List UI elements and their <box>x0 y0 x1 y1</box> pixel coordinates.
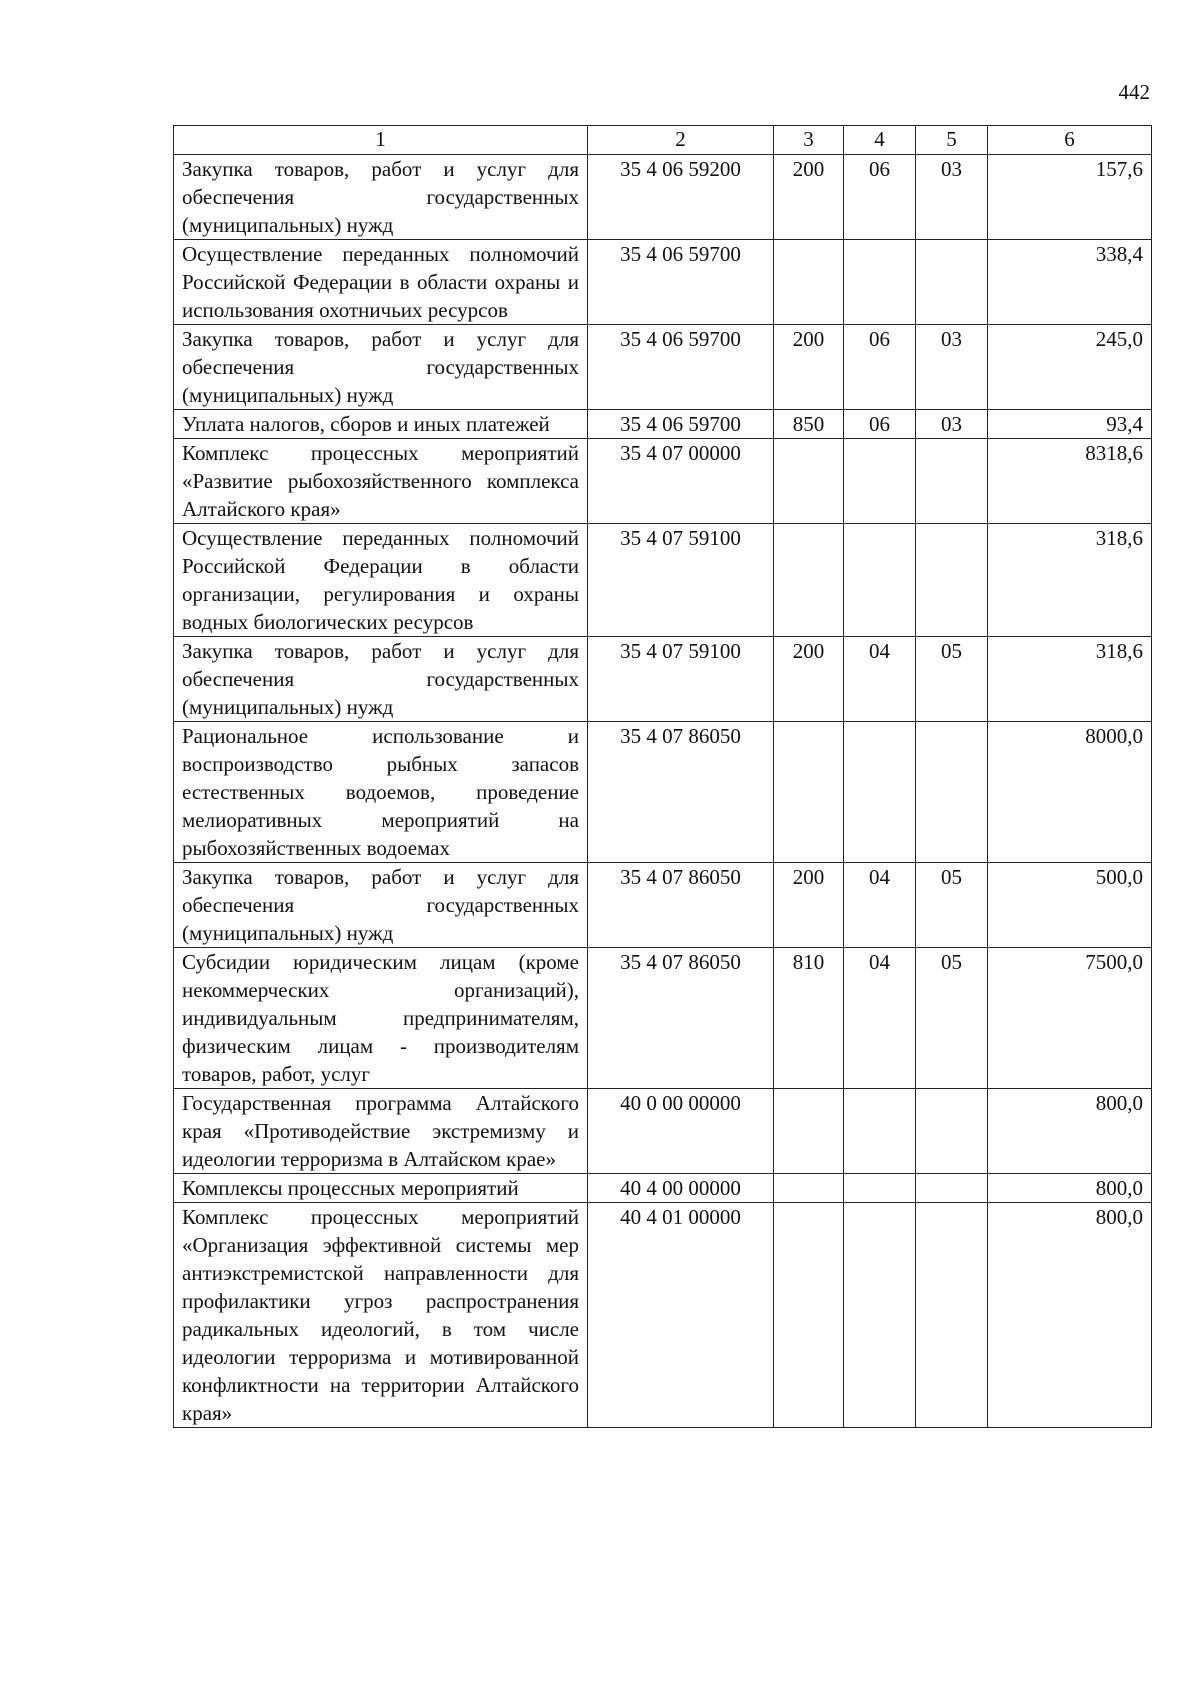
row-col5-cell <box>916 722 988 863</box>
row-name-cell: Рациональное использование и воспроизводство рыбных запасов естественных водоемов, проведение мелиоративных мероприятий на рыбохозяйственных водоемах <box>174 722 588 863</box>
row-amount-cell: 8000,0 <box>988 722 1152 863</box>
row-name-cell: Закупка товаров, работ и услуг для обеспечения государственных (муниципальных) нужд <box>174 637 588 722</box>
row-col4-cell <box>844 1089 916 1174</box>
table-row <box>174 1174 1152 1203</box>
row-col3-cell: 850 <box>774 410 844 439</box>
header-col-3: 3 <box>774 126 844 155</box>
row-col3-cell: 200 <box>774 637 844 722</box>
row-amount-cell: 800,0 <box>988 1089 1152 1174</box>
row-col4-cell <box>844 722 916 863</box>
row-col5-cell <box>916 524 988 637</box>
row-col4-cell <box>844 524 916 637</box>
table-row <box>174 1203 1152 1428</box>
table-row <box>174 155 1152 240</box>
row-col5-cell <box>916 439 988 524</box>
row-col4-cell: 06 <box>844 325 916 410</box>
row-col3-cell <box>774 240 844 325</box>
row-code-cell: 40 4 01 00000 <box>588 1203 774 1428</box>
budget-table <box>173 125 1152 1428</box>
row-col4-cell <box>844 240 916 325</box>
row-name-cell: Комплексы процессных мероприятий <box>174 1174 588 1203</box>
row-col3-cell: 200 <box>774 863 844 948</box>
row-col3-cell <box>774 524 844 637</box>
row-amount-cell: 500,0 <box>988 863 1152 948</box>
header-row <box>174 126 1152 155</box>
row-name-cell: Закупка товаров, работ и услуг для обеспечения государственных (муниципальных) нужд <box>174 155 588 240</box>
header-col-1: 1 <box>174 126 588 155</box>
row-col5-cell: 03 <box>916 155 988 240</box>
table-header <box>174 126 1152 155</box>
row-col4-cell: 06 <box>844 410 916 439</box>
row-name-cell: Субсидии юридическим лицам (кроме некоммерческих организаций), индивидуальным предпринимателям, физическим лицам - производителям товаров, работ, услуг <box>174 948 588 1089</box>
row-col5-cell: 05 <box>916 948 988 1089</box>
table-row <box>174 1089 1152 1174</box>
row-col3-cell <box>774 722 844 863</box>
row-name-cell: Комплекс процессных мероприятий «Развитие рыбохозяйственного комплекса Алтайского края» <box>174 439 588 524</box>
row-code-cell: 35 4 06 59700 <box>588 240 774 325</box>
row-name-cell: Осуществление переданных полномочий Российской Федерации в области организации, регулирования и охраны водных биологических ресурсов <box>174 524 588 637</box>
row-code-cell: 35 4 07 86050 <box>588 722 774 863</box>
row-code-cell: 35 4 07 86050 <box>588 863 774 948</box>
row-code-cell: 35 4 07 59100 <box>588 524 774 637</box>
row-col5-cell: 05 <box>916 863 988 948</box>
row-code-cell: 40 0 00 00000 <box>588 1089 774 1174</box>
row-name-cell: Комплекс процессных мероприятий «Организация эффективной системы мер антиэкстремистской направленности для профилактики угроз распространения радикальных идеологий, в том числе идеологии терроризма и мотивированной конфликтности на территории Алтайского края» <box>174 1203 588 1428</box>
row-amount-cell: 245,0 <box>988 325 1152 410</box>
row-col3-cell: 200 <box>774 155 844 240</box>
row-col4-cell: 04 <box>844 863 916 948</box>
table-row <box>174 637 1152 722</box>
row-amount-cell: 338,4 <box>988 240 1152 325</box>
row-col3-cell: 810 <box>774 948 844 1089</box>
row-col4-cell: 04 <box>844 637 916 722</box>
row-col5-cell: 03 <box>916 410 988 439</box>
row-col5-cell <box>916 1089 988 1174</box>
row-amount-cell: 93,4 <box>988 410 1152 439</box>
row-col4-cell: 04 <box>844 948 916 1089</box>
row-name-cell: Уплата налогов, сборов и иных платежей <box>174 410 588 439</box>
row-code-cell: 35 4 06 59700 <box>588 325 774 410</box>
row-code-cell: 35 4 07 59100 <box>588 637 774 722</box>
row-amount-cell: 800,0 <box>988 1203 1152 1428</box>
header-col-6: 6 <box>988 126 1152 155</box>
row-col3-cell <box>774 1089 844 1174</box>
header-col-4: 4 <box>844 126 916 155</box>
row-col4-cell <box>844 439 916 524</box>
row-col5-cell <box>916 1174 988 1203</box>
row-amount-cell: 8318,6 <box>988 439 1152 524</box>
row-amount-cell: 318,6 <box>988 524 1152 637</box>
row-code-cell: 35 4 07 86050 <box>588 948 774 1089</box>
row-col4-cell <box>844 1203 916 1428</box>
row-name-cell: Осуществление переданных полномочий Российской Федерации в области охраны и использования охотничьих ресурсов <box>174 240 588 325</box>
row-col3-cell <box>774 1203 844 1428</box>
row-col3-cell <box>774 1174 844 1203</box>
row-col4-cell: 06 <box>844 155 916 240</box>
row-code-cell: 35 4 06 59200 <box>588 155 774 240</box>
row-amount-cell: 318,6 <box>988 637 1152 722</box>
table-row <box>174 439 1152 524</box>
table-row <box>174 948 1152 1089</box>
row-col5-cell <box>916 240 988 325</box>
table-row <box>174 410 1152 439</box>
row-code-cell: 35 4 07 00000 <box>588 439 774 524</box>
row-name-cell: Государственная программа Алтайского края «Противодействие экстремизму и идеологии терроризма в Алтайском крае» <box>174 1089 588 1174</box>
row-amount-cell: 800,0 <box>988 1174 1152 1203</box>
row-name-cell: Закупка товаров, работ и услуг для обеспечения государственных (муниципальных) нужд <box>174 863 588 948</box>
table-row <box>174 240 1152 325</box>
row-col5-cell: 05 <box>916 637 988 722</box>
row-col4-cell <box>844 1174 916 1203</box>
header-col-5: 5 <box>916 126 988 155</box>
row-col3-cell: 200 <box>774 325 844 410</box>
row-col3-cell <box>774 439 844 524</box>
table-row <box>174 524 1152 637</box>
row-name-cell: Закупка товаров, работ и услуг для обеспечения государственных (муниципальных) нужд <box>174 325 588 410</box>
row-col5-cell <box>916 1203 988 1428</box>
table-body <box>174 155 1152 1428</box>
page-number: 442 <box>1118 80 1150 104</box>
row-col5-cell: 03 <box>916 325 988 410</box>
row-code-cell: 35 4 06 59700 <box>588 410 774 439</box>
row-amount-cell: 157,6 <box>988 155 1152 240</box>
row-code-cell: 40 4 00 00000 <box>588 1174 774 1203</box>
table-row <box>174 325 1152 410</box>
table-row <box>174 722 1152 863</box>
table-row <box>174 863 1152 948</box>
row-amount-cell: 7500,0 <box>988 948 1152 1089</box>
header-col-2: 2 <box>588 126 774 155</box>
